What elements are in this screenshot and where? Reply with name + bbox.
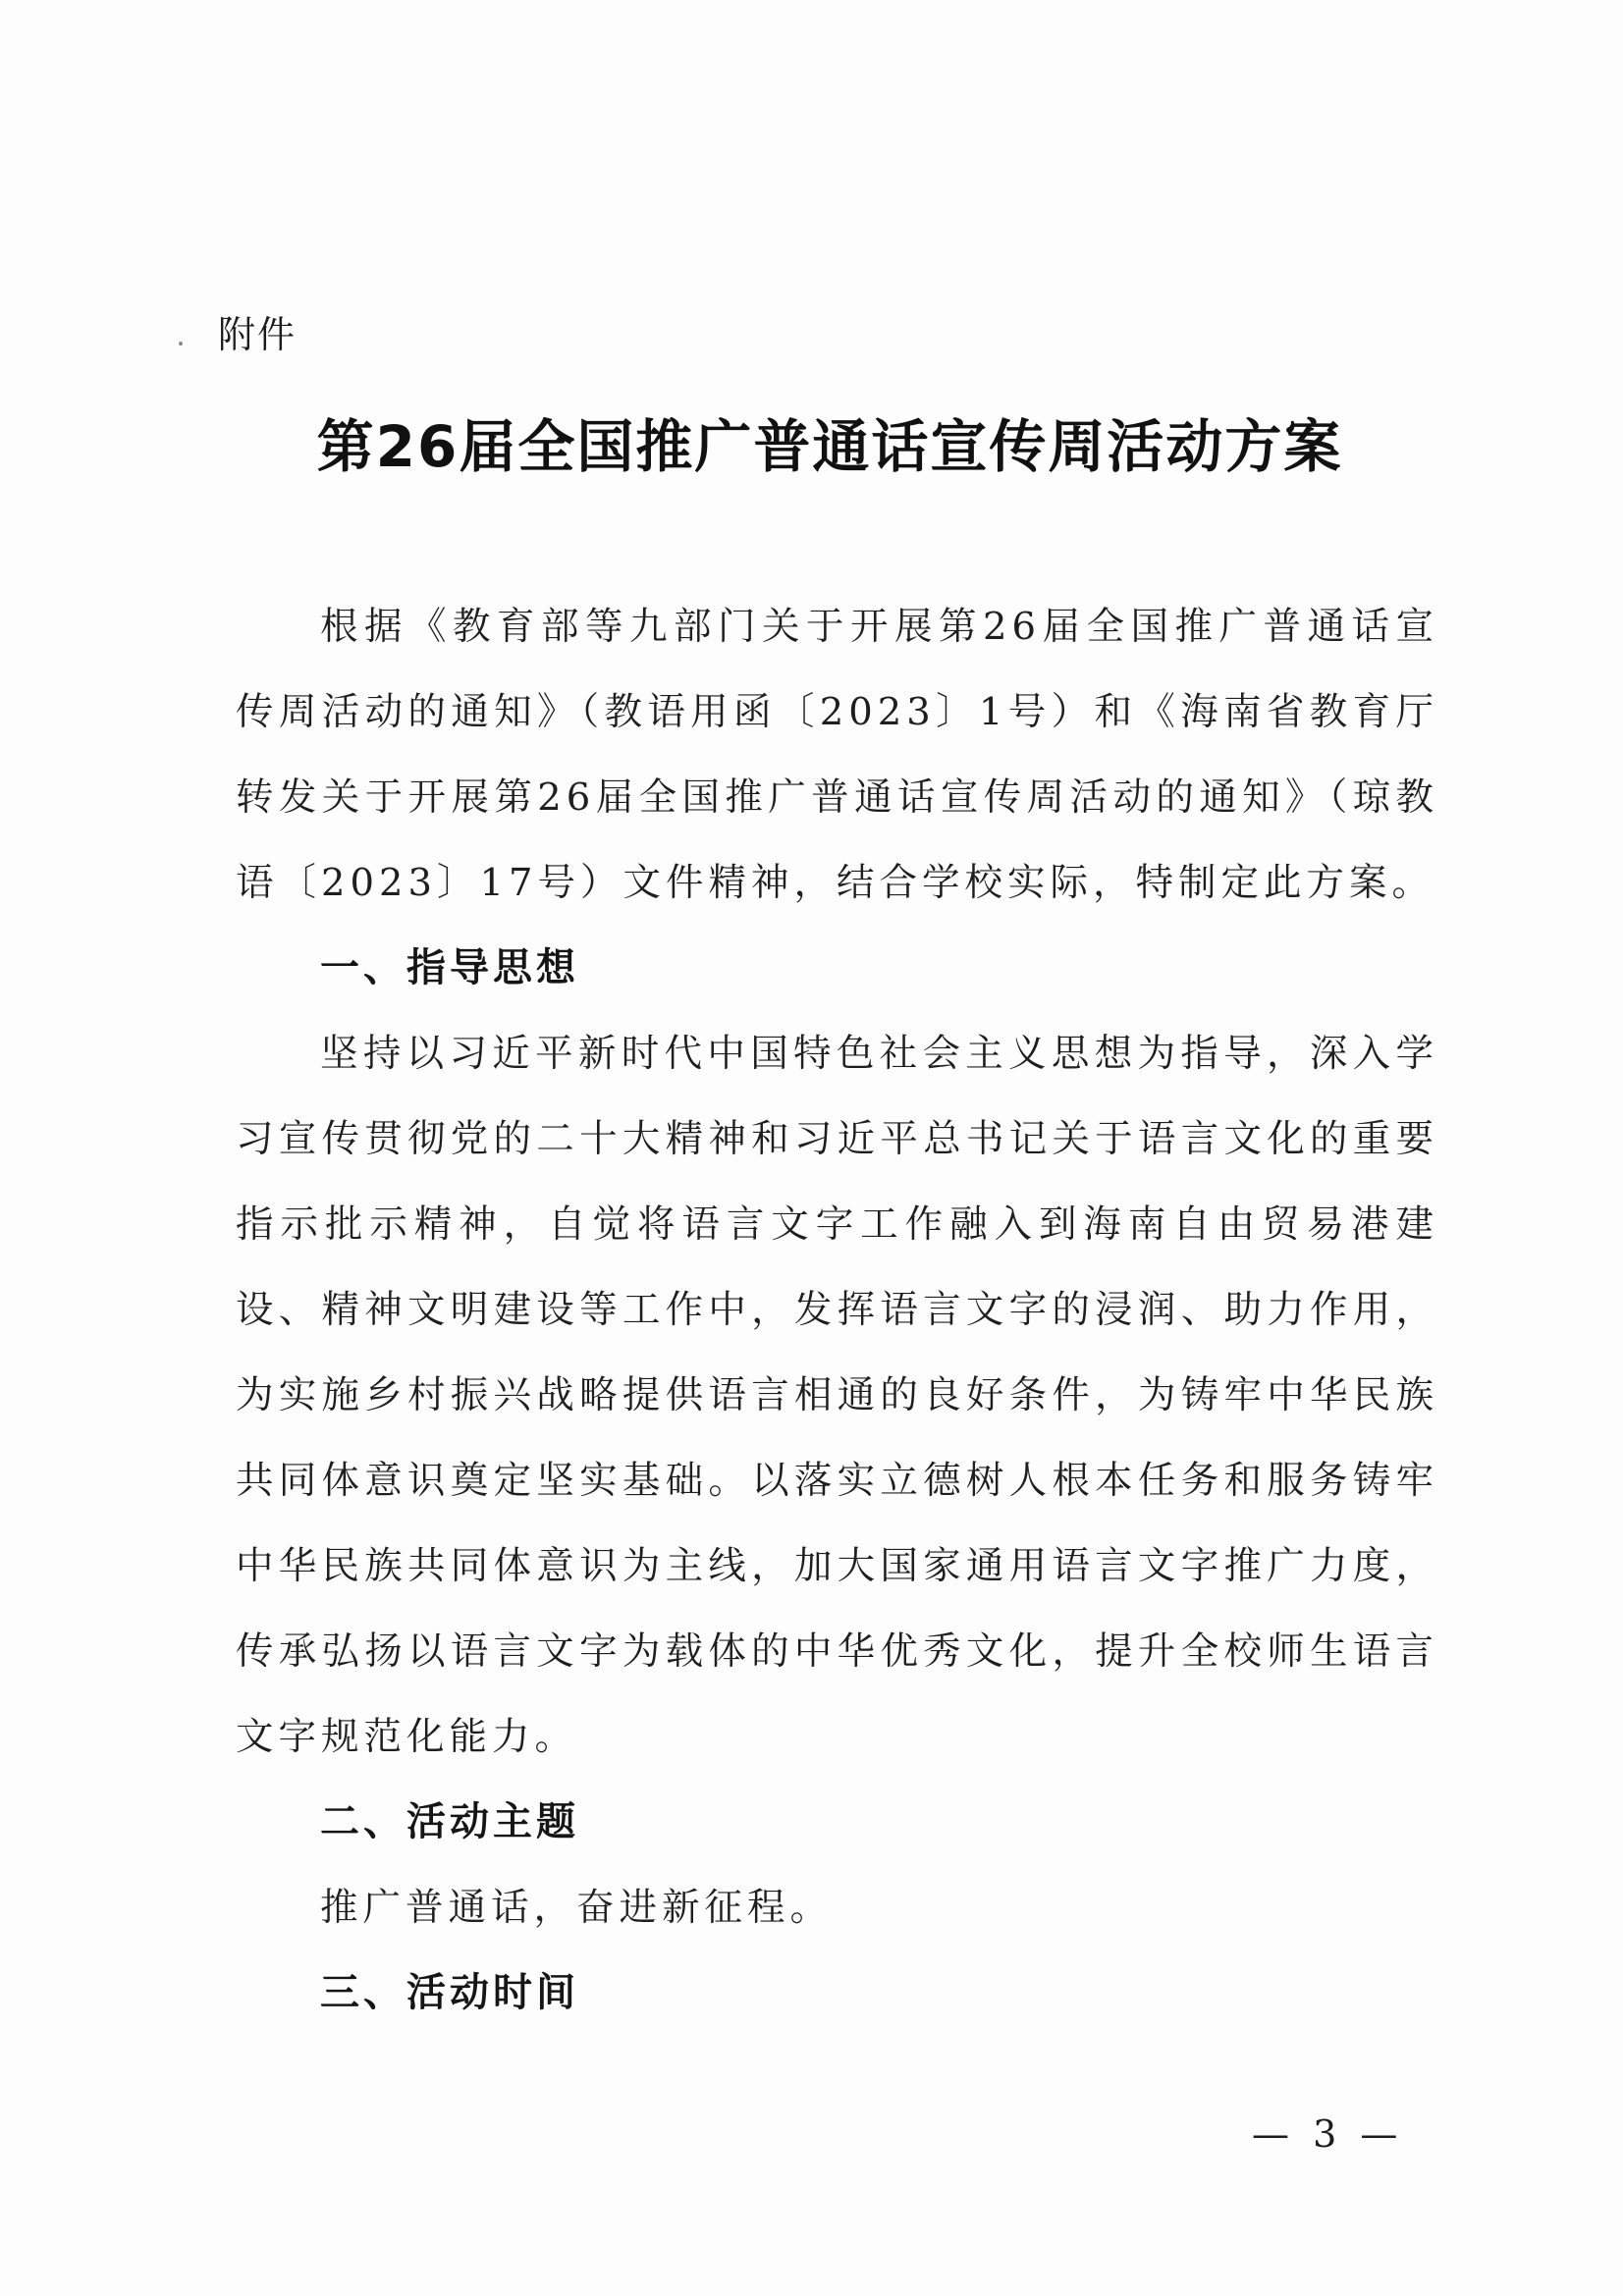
- document-title: 第26届全国推广普通话宣传周活动方案: [316, 413, 1343, 480]
- scan-speck: [179, 342, 183, 346]
- section-heading-activity-theme: 二、活动主题: [320, 1799, 579, 1844]
- document-body: [236, 584, 1438, 2036]
- section-paragraph-guiding-ideology: 坚持以习近平新时代中国特色社会主义思想为指导，深入学习宣传贯彻党的二十大精神和习近平总书记关于语言文化的重要指示批示精神，自觉将语言文字工作融入到海南自由贸易港建设、精神文明建设等工作中，发挥语言文字的浸润、助力作用，为实施乡村振兴战略提供语言相通的良好条件，为铸牢中华民族共同体意识奠定坚实基础。以落实立德树人根本任务和服务铸牢中华民族共同体意识为主线，加大国家通用语言文字推广力度，传承弘扬以语言文字为载体的中华优秀文化，提升全校师生语言文字规范化能力。: [236, 1032, 1438, 1759]
- section-heading-activity-time: 三、活动时间: [320, 1970, 579, 2015]
- attachment-label: 附件: [218, 313, 298, 356]
- intro-paragraph: 根据《教育部等九部门关于开展第26届全国推广普通话宣传周活动的通知》（教语用函〔2023〕1号）和《海南省教育厅转发关于开展第26届全国推广普通话宣传周活动的通知》（琼教语〔2023〕17号）文件精神，结合学校实际，特制定此方案。: [236, 605, 1438, 905]
- section-heading-guiding-ideology: 一、指导思想: [320, 945, 579, 990]
- page-number: — 3 —: [1252, 2112, 1404, 2156]
- section-paragraph-activity-theme: 推广普通话，奋进新征程。: [320, 1886, 834, 1930]
